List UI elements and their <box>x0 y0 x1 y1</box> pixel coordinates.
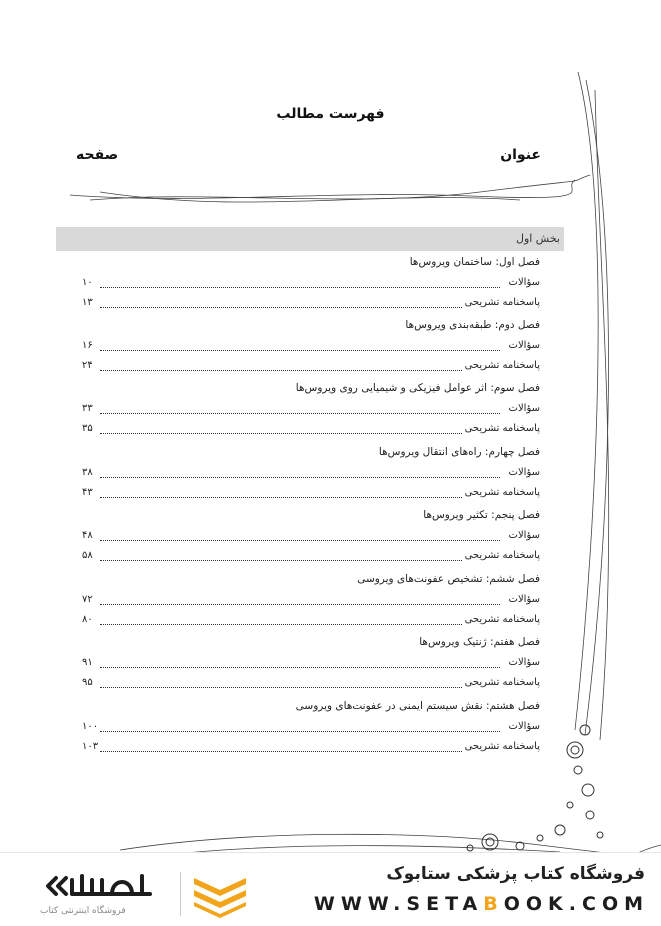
url-part: WWW.SETA <box>313 893 484 915</box>
entry-label: پاسخنامه تشریحی <box>464 741 540 752</box>
store-url[interactable] <box>314 893 649 915</box>
entry-page-number: ۹۵ <box>82 677 93 688</box>
entry-page-number: ۱۰۰ <box>82 721 99 732</box>
chapter-title: فصل پنجم: تکثیر ویروس‌ها <box>423 509 540 521</box>
url-highlight: B <box>483 893 504 915</box>
toc-entry[interactable] <box>82 340 540 354</box>
entry-label: پاسخنامه تشریحی <box>464 423 540 434</box>
toc-entry[interactable] <box>82 487 540 501</box>
section-label: بخش اول <box>515 232 560 245</box>
entry-page-number: ۷۲ <box>82 594 93 605</box>
entry-label: پاسخنامه تشریحی <box>464 614 540 625</box>
toc-entry[interactable] <box>82 614 540 628</box>
entry-page-number: ۱۶ <box>82 340 93 351</box>
entry-label: سؤالات <box>508 530 540 541</box>
toc-entry[interactable] <box>82 550 540 564</box>
entry-label: سؤالات <box>508 277 540 288</box>
dot-leader <box>100 751 500 752</box>
dot-leader <box>100 433 500 434</box>
url-part: OOK.COM <box>503 893 649 915</box>
toc-entry[interactable] <box>82 403 540 417</box>
dot-leader <box>100 350 500 351</box>
chapter-title: فصل اول: ساختمان ویروس‌ها <box>409 256 540 268</box>
chapter-title: فصل چهارم: راه‌های انتقال ویروس‌ها <box>378 446 540 458</box>
entry-label: پاسخنامه تشریحی <box>464 297 540 308</box>
dot-leader <box>100 287 500 288</box>
toc-entry[interactable] <box>82 530 540 544</box>
toc-entry[interactable] <box>82 297 540 311</box>
footer-divider <box>180 872 181 916</box>
setabook-logo-icon <box>40 866 170 906</box>
dot-leader <box>100 540 500 541</box>
entry-label: سؤالات <box>508 721 540 732</box>
entry-page-number: ۳۵ <box>82 423 93 434</box>
entry-page-number: ۹۱ <box>82 657 93 668</box>
dot-leader <box>100 624 500 625</box>
dot-leader <box>100 497 500 498</box>
toc-entry[interactable] <box>82 741 540 755</box>
dot-leader <box>100 370 500 371</box>
entry-label: پاسخنامه تشریحی <box>464 677 540 688</box>
books-logo-icon <box>190 870 250 918</box>
toc-entry[interactable] <box>82 467 540 481</box>
toc-entry[interactable] <box>82 594 540 608</box>
entry-label: سؤالات <box>508 467 540 478</box>
column-page-header: صفحه <box>76 147 119 163</box>
entry-page-number: ۳۳ <box>82 403 93 414</box>
entry-label: پاسخنامه تشریحی <box>464 550 540 561</box>
entry-page-number: ۱۰ <box>82 277 93 288</box>
toc-entry[interactable] <box>82 657 540 671</box>
entry-page-number: ۲۴ <box>82 360 93 371</box>
entry-label: سؤالات <box>508 594 540 605</box>
dot-leader <box>100 604 500 605</box>
chapter-title: فصل ششم: تشخیص عفونت‌های ویروسی <box>357 573 540 585</box>
entry-page-number: ۱۳ <box>82 297 93 308</box>
chapter-title: فصل دوم: طبقه‌بندی ویروس‌ها <box>405 319 540 331</box>
entry-label: سؤالات <box>508 340 540 351</box>
entry-page-number: ۴۸ <box>82 530 93 541</box>
entry-page-number: ۳۸ <box>82 467 93 478</box>
dot-leader <box>100 667 500 668</box>
entry-page-number: ۸۰ <box>82 614 93 625</box>
entry-label: سؤالات <box>508 657 540 668</box>
dot-leader <box>100 307 500 308</box>
dot-leader <box>100 687 500 688</box>
entry-page-number: ۵۸ <box>82 550 93 561</box>
toc-entry[interactable] <box>82 721 540 735</box>
entry-page-number: ۴۳ <box>82 487 93 498</box>
toc-entry[interactable] <box>82 277 540 291</box>
entry-label: پاسخنامه تشریحی <box>464 360 540 371</box>
logo-subtitle: فروشگاه اینترنتی کتاب <box>40 906 126 916</box>
chapter-title: فصل هفتم: ژنتیک ویروس‌ها <box>419 636 540 648</box>
dot-leader <box>100 413 500 414</box>
dot-leader <box>100 731 500 732</box>
dot-leader <box>100 477 500 478</box>
toc-entry[interactable] <box>82 423 540 437</box>
page-title: فهرست مطالب <box>276 106 385 122</box>
chapter-title: فصل هشتم: نقش سیستم ایمنی در عفونت‌های ویروسی <box>295 700 540 712</box>
store-title: فروشگاه کتاب پزشکی ستابوک <box>386 864 645 884</box>
toc-entry[interactable] <box>82 360 540 374</box>
toc-entry[interactable] <box>82 677 540 691</box>
chapter-title: فصل سوم: اثر عوامل فیزیکی و شیمیایی روی ویروس‌ها <box>295 382 540 394</box>
entry-label: پاسخنامه تشریحی <box>464 487 540 498</box>
dot-leader <box>100 560 500 561</box>
entry-label: سؤالات <box>508 403 540 414</box>
column-title-header: عنوان <box>500 147 541 163</box>
entry-page-number: ۱۰۳ <box>82 741 99 752</box>
